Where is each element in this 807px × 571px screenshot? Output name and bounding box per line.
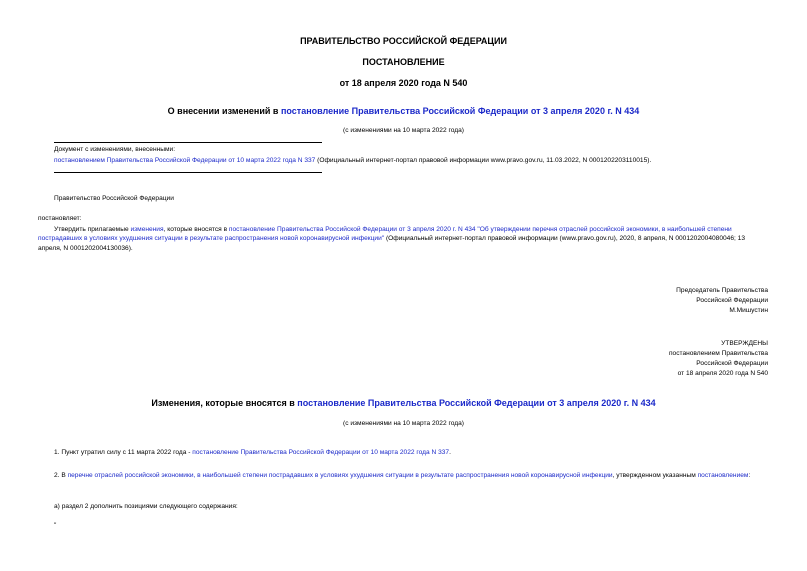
decree-434-full-link[interactable]: постановление Правительства Российской Федерации от 3 апреля 2020 г. N 434 "Об утверждении перечня отраслей российской экономики, в наибольшей степени пострадавших в условиях ухудшения ситуации в результате распространения новой коронавирусной инфекции" xyxy=(38,226,732,243)
p1-text-c: (Официальный интернет-портал правовой информации (www.pravo.gov.ru), 2020, 8 апреля, N 0001202004080046; 13 апреля, N 0001202004130036). xyxy=(38,235,746,252)
document-type: ПОСТАНОВЛЕНИЕ xyxy=(362,57,445,67)
item-1-text: 1. Пункт утратил силу с 11 марта 2022 года - xyxy=(54,449,193,456)
decides-label: постановляет: xyxy=(38,215,82,222)
signature-org: Российской Федерации xyxy=(696,297,768,304)
paragraph-approve xyxy=(38,225,770,253)
decree-434-link[interactable]: постановление Правительства Российской Федерации от 3 апреля 2020 г. N 434 xyxy=(280,106,640,116)
signature-name: М.Мишустин xyxy=(729,307,768,314)
government-name: Правительство Российской Федерации xyxy=(54,195,174,202)
changes-title-prefix: Изменения, которые вносятся в xyxy=(151,398,298,408)
document-date-number: от 18 апреля 2020 года N 540 xyxy=(339,78,468,88)
approved-by: постановлением Правительства xyxy=(668,350,768,357)
approved-org: Российской Федерации xyxy=(696,360,768,367)
p1-text-b: , которые вносятся в xyxy=(163,226,229,233)
item-2-text-b: , утвержденном указанным xyxy=(612,472,698,479)
item-2 xyxy=(38,471,770,480)
changes-decree-434-link[interactable]: постановление Правительства Российской Федерации от 3 апреля 2020 г. N 434 xyxy=(297,398,656,408)
item-2-list-link[interactable]: перечне отраслей российской экономики, в наибольшей степени пострадавших в условиях ухудшения ситуации в результате распространения новой коронавирусной инфекции xyxy=(67,472,613,479)
item-1-decree-337-link[interactable]: постановление Правительства Российской Федерации от 10 марта 2022 года N 337 xyxy=(192,449,450,456)
quote-mark: " xyxy=(54,522,57,529)
changes-link[interactable]: изменения xyxy=(130,226,164,233)
changes-line xyxy=(54,157,651,164)
changes-edition-note: (с изменениями на 10 марта 2022 года) xyxy=(343,420,464,427)
decree-337-link[interactable]: постановлением Правительства Российской Федерации от 10 марта 2022 года N 337 xyxy=(54,157,316,164)
changes-title xyxy=(0,398,807,408)
changes-label: Документ с изменениями, внесенными: xyxy=(54,146,176,153)
changes-bottom-rule xyxy=(54,172,322,173)
item-2-text-a: 2. В xyxy=(54,472,68,479)
item-2-end: : xyxy=(748,472,751,479)
item-1-end: . xyxy=(449,449,451,456)
item-2-decree-link[interactable]: постановлением xyxy=(697,472,749,479)
signature-position: Председатель Правительства xyxy=(676,287,768,294)
approved-label: УТВЕРЖДЕНЫ xyxy=(721,340,768,347)
p1-text-a: Утвердить прилагаемые xyxy=(54,226,131,233)
item-1 xyxy=(54,449,451,456)
edition-note: (с изменениями на 10 марта 2022 года) xyxy=(343,127,464,134)
changes-source: (Официальный интернет-портал правовой информации www.pravo.gov.ru, 11.03.2022, N 0001202203110015). xyxy=(315,157,652,164)
changes-top-rule xyxy=(54,142,322,143)
approved-date: от 18 апреля 2020 года N 540 xyxy=(677,370,768,377)
government-title: ПРАВИТЕЛЬСТВО РОССИЙСКОЙ ФЕДЕРАЦИИ xyxy=(300,36,507,46)
item-3: а) раздел 2 дополнить позициями следующего содержания: xyxy=(54,503,238,510)
document-title-prefix: О внесении изменений в xyxy=(167,106,281,116)
document-title xyxy=(0,106,807,116)
